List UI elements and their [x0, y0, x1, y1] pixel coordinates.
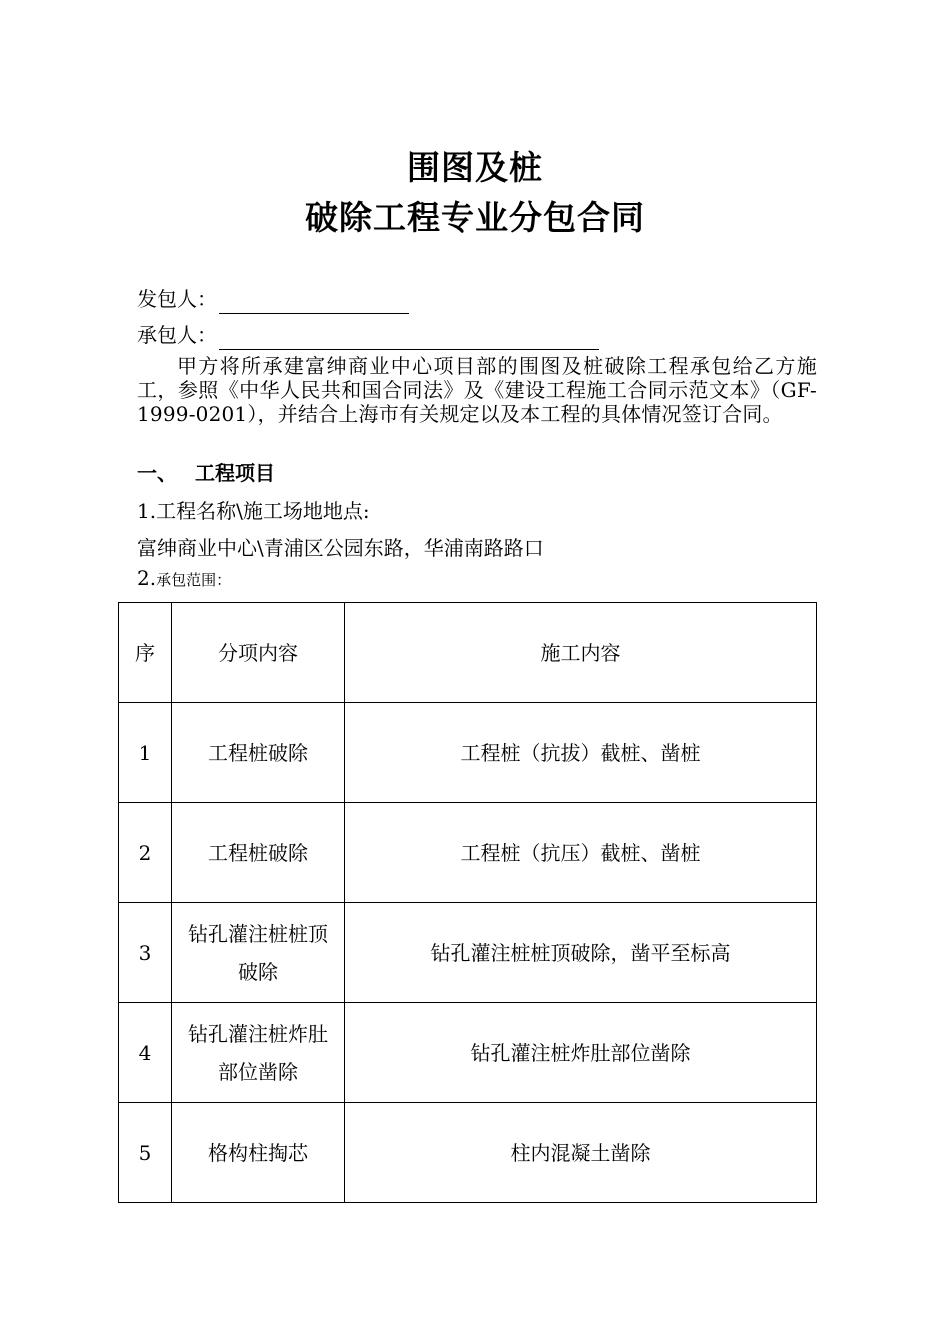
employer-row: [137, 284, 409, 314]
scope-number: 2.: [137, 566, 157, 590]
row-index: 3: [119, 903, 172, 1003]
contractor-blank-line: [219, 327, 599, 350]
row-item: 格构柱掏芯: [172, 1103, 345, 1203]
table-row: [119, 1003, 817, 1103]
row-item: 钻孔灌注桩桩顶破除: [172, 903, 345, 1003]
intro-paragraph: 甲方将所承建富绅商业中心项目部的围图及桩破除工程承包给乙方施工，参照《中华人民共和国合同法》及《建设工程施工合同示范文本》（GF-1999-0201），并结合上海市有关规定以及本工程的具体情况签订合同。: [137, 354, 817, 426]
table-row: [119, 903, 817, 1003]
row-content: 钻孔灌注桩桩顶破除，凿平至标高: [345, 903, 817, 1003]
section-number: 一、: [137, 461, 177, 485]
table-row: [119, 1103, 817, 1203]
row-item: 钻孔灌注桩炸肚部位凿除: [172, 1003, 345, 1103]
row-index: 5: [119, 1103, 172, 1203]
scope-label: [137, 566, 231, 590]
table-row: [119, 703, 817, 803]
row-item: 工程桩破除: [172, 803, 345, 903]
header-item: 分项内容: [172, 603, 345, 703]
employer-blank-line: [219, 291, 409, 314]
row-index: 4: [119, 1003, 172, 1103]
document-title-line-1: 围图及桩: [407, 148, 543, 187]
row-content: 钻孔灌注桩炸肚部位凿除: [345, 1003, 817, 1103]
table-header-row: [119, 603, 817, 703]
header-index: 序: [119, 603, 172, 703]
table-row: [119, 803, 817, 903]
project-name-value: 富绅商业中心\青浦区公园东路，华浦南路路口: [137, 536, 544, 560]
scope-table: [118, 602, 817, 1203]
row-index: 1: [119, 703, 172, 803]
row-item: 工程桩破除: [172, 703, 345, 803]
employer-label: 发包人：: [137, 287, 217, 311]
row-content: 工程桩（抗拔）截桩、凿桩: [345, 703, 817, 803]
scope-text: 承包范围：: [156, 571, 232, 589]
section-heading: [137, 457, 275, 486]
contractor-row: [137, 320, 599, 350]
project-name-label: 1.工程名称\施工场地地点:: [137, 499, 370, 523]
document-title-line-2: 破除工程专业分包合同: [305, 198, 645, 237]
row-index: 2: [119, 803, 172, 903]
row-content: 工程桩（抗压）截桩、凿桩: [345, 803, 817, 903]
contractor-label: 承包人：: [137, 323, 217, 347]
section-title: 工程项目: [195, 461, 275, 485]
row-content: 柱内混凝土凿除: [345, 1103, 817, 1203]
header-content: 施工内容: [345, 603, 817, 703]
